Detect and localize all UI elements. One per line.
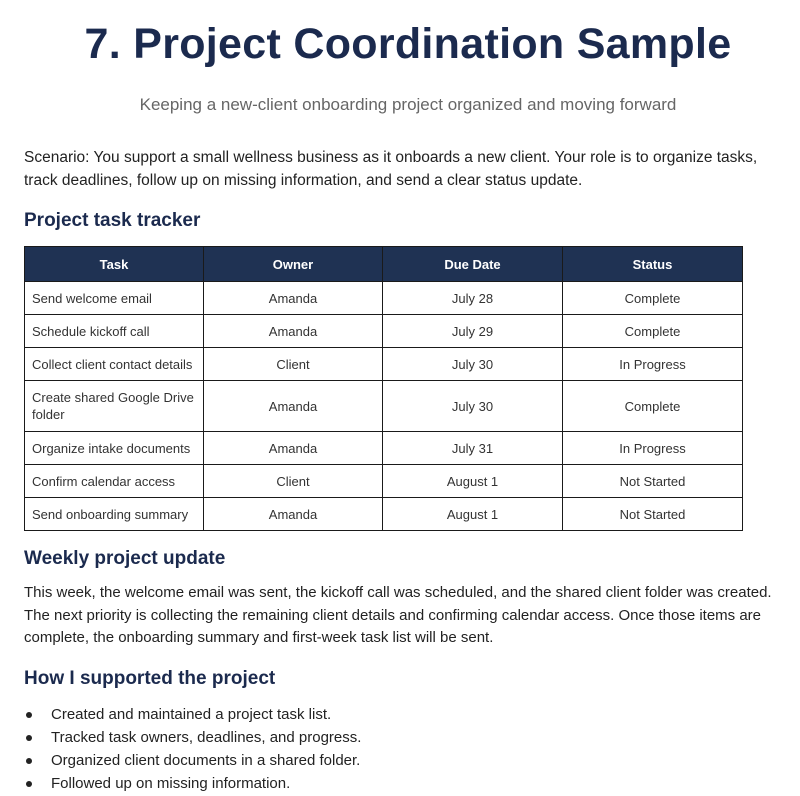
page-subtitle: Keeping a new-client onboarding project organized and moving forward: [139, 95, 677, 114]
support-list: [24, 703, 361, 795]
owner-cell: Client: [204, 465, 383, 498]
due-date-cell: August 1: [383, 465, 563, 498]
list-item-text: Organized client documents in a shared folder.: [51, 752, 361, 769]
owner-cell: Amanda: [204, 282, 383, 315]
column-header-owner: Owner: [204, 247, 383, 282]
status-cell: Not Started: [563, 465, 743, 498]
table-row: [25, 315, 743, 348]
bullet-icon: [26, 712, 32, 718]
bullet-icon: [26, 758, 32, 764]
task-cell: Send welcome email: [25, 282, 204, 315]
status-cell: Complete: [563, 315, 743, 348]
list-item: [24, 772, 361, 795]
due-date-cell: July 31: [383, 432, 563, 465]
status-cell: In Progress: [563, 432, 743, 465]
weekly-update-paragraph: This week, the welcome email was sent, the kickoff call was scheduled, and the shared client folder was created. The next priority is collecting the remaining client details and confirming calendar access. Once those items are complete, the onboarding summary and first-week task list will be sent.: [24, 584, 772, 646]
task-cell: Organize intake documents: [25, 432, 204, 465]
status-cell: Not Started: [563, 498, 743, 531]
table-row: [25, 432, 743, 465]
task-cell: Schedule kickoff call: [25, 315, 204, 348]
due-date-cell: August 1: [383, 498, 563, 531]
table-row: [25, 348, 743, 381]
table-row: [25, 282, 743, 315]
owner-cell: Amanda: [204, 315, 383, 348]
table-header-row: [25, 247, 743, 282]
task-tracker-heading: Project task tracker: [24, 210, 201, 231]
weekly-update-heading: Weekly project update: [24, 548, 226, 569]
column-header-task: Task: [25, 247, 204, 282]
task-cell: Collect client contact details: [25, 348, 204, 381]
bullet-icon: [26, 781, 32, 787]
bullet-icon: [26, 735, 32, 741]
list-item: [24, 703, 361, 726]
status-cell: Complete: [563, 282, 743, 315]
list-item-text: Tracked task owners, deadlines, and progress.: [51, 729, 362, 746]
support-heading: How I supported the project: [24, 668, 276, 689]
column-header-status: Status: [563, 247, 743, 282]
task-cell: Create shared Google Drive folder: [25, 381, 204, 432]
task-tracker-table: [24, 246, 743, 531]
due-date-cell: July 30: [383, 381, 563, 432]
list-item-text: Followed up on missing information.: [51, 775, 291, 792]
status-cell: Complete: [563, 381, 743, 432]
owner-cell: Client: [204, 348, 383, 381]
owner-cell: Amanda: [204, 381, 383, 432]
owner-cell: Amanda: [204, 432, 383, 465]
list-item: [24, 749, 361, 772]
due-date-cell: July 29: [383, 315, 563, 348]
status-cell: In Progress: [563, 348, 743, 381]
task-cell: Confirm calendar access: [25, 465, 204, 498]
column-header-due-date: Due Date: [383, 247, 563, 282]
table-row: [25, 381, 743, 432]
table-row: [25, 465, 743, 498]
owner-cell: Amanda: [204, 498, 383, 531]
task-cell: Send onboarding summary: [25, 498, 204, 531]
page-title: 7. Project Coordination Sample: [84, 20, 732, 68]
list-item-text: Created and maintained a project task list.: [51, 706, 332, 723]
due-date-cell: July 28: [383, 282, 563, 315]
scenario-paragraph: Scenario: You support a small wellness business as it onboards a new client. Your role is to organize tasks, track deadlines, follow up on missing information, and send a clear status update.: [24, 149, 758, 189]
list-item: [24, 726, 361, 749]
due-date-cell: July 30: [383, 348, 563, 381]
table-row: [25, 498, 743, 531]
